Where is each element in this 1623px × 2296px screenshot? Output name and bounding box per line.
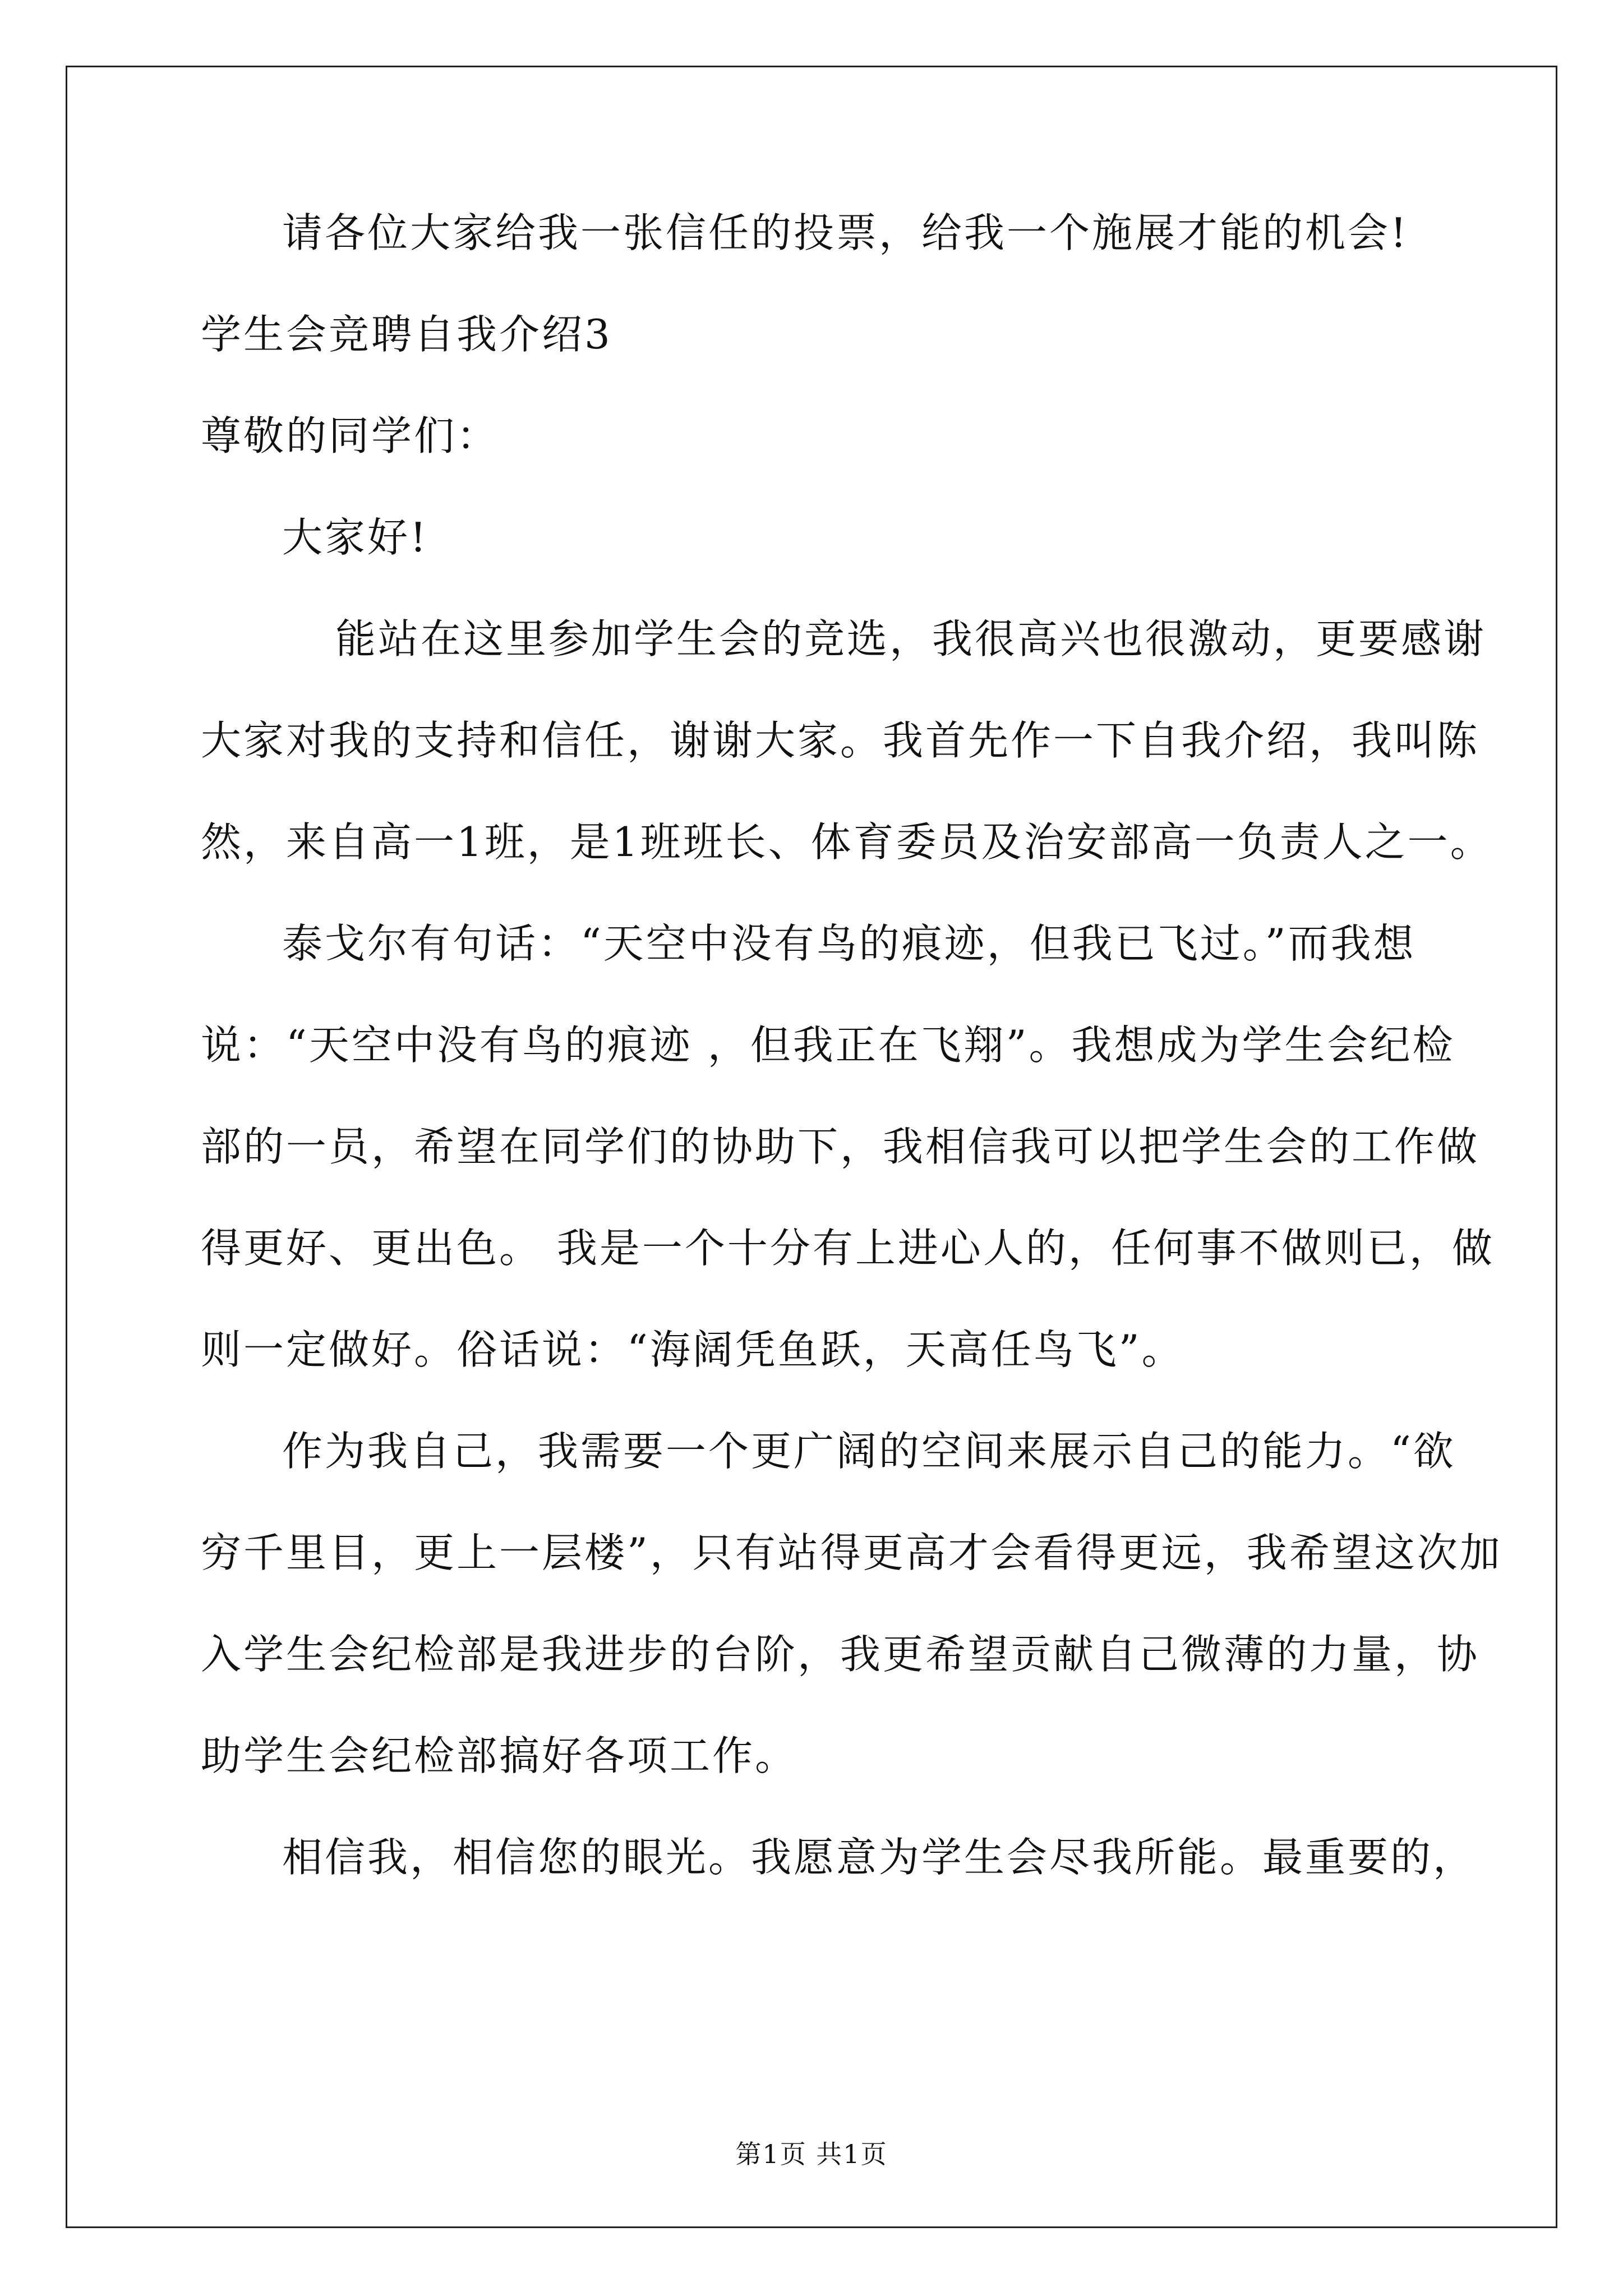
- salutation: 尊敬的同学们：: [201, 412, 500, 459]
- paragraph-line: 得更好、更出色。 我是一个十分有上进心人的，任何事不做则已，做: [201, 1225, 1495, 1272]
- paragraph-line: 说：“天空中没有鸟的痕迹 ，但我正在飞翔”。我想成为学生会纪检: [201, 1022, 1455, 1069]
- paragraph-line: 作为我自己，我需要一个更广阔的空间来展示自己的能力。“欲: [282, 1428, 1456, 1475]
- paragraph-line: 则一定做好。俗话说：“海阔凭鱼跃，天高任鸟飞”。: [201, 1326, 1184, 1373]
- paragraph-line: 部的一员，希望在同学们的协助下，我相信我可以把学生会的工作做: [201, 1123, 1480, 1170]
- paragraph-line: 泰戈尔有句话：“天空中没有鸟的痕迹，但我已飞过。”而我想: [282, 920, 1416, 967]
- greeting: 大家好!: [282, 514, 428, 561]
- closing-line: 请各位大家给我一张信任的投票，给我一个施展才能的机会!: [282, 209, 1409, 256]
- document-body: [201, 208, 1502, 1883]
- paragraph-line: 穷千里目，更上一层楼”，只有站得更高才会看得更远，我希望这次加: [201, 1529, 1502, 1576]
- paragraph-line: 能站在这里参加学生会的竞选，我很高兴也很激动，更要感谢: [335, 615, 1487, 662]
- paragraph-line: 助学生会纪检部搞好各项工作。: [201, 1732, 798, 1779]
- section-title: 学生会竞聘自我介绍3: [201, 311, 612, 358]
- paragraph-line: 大家对我的支持和信任，谢谢大家。我首先作一下自我介绍，我叫陈: [201, 717, 1480, 764]
- paragraph-line: 相信我，相信您的眼光。我愿意为学生会尽我所能。最重要的，: [282, 1834, 1476, 1881]
- page-number-footer: 第1页 共1页: [735, 2139, 888, 2169]
- paragraph-line: 入学生会纪检部是我进步的台阶，我更希望贡献自己微薄的力量，协: [201, 1631, 1480, 1678]
- paragraph-line: 然，来自高一1班，是1班班长、体育委员及治安部高一负责人之一。: [201, 818, 1493, 866]
